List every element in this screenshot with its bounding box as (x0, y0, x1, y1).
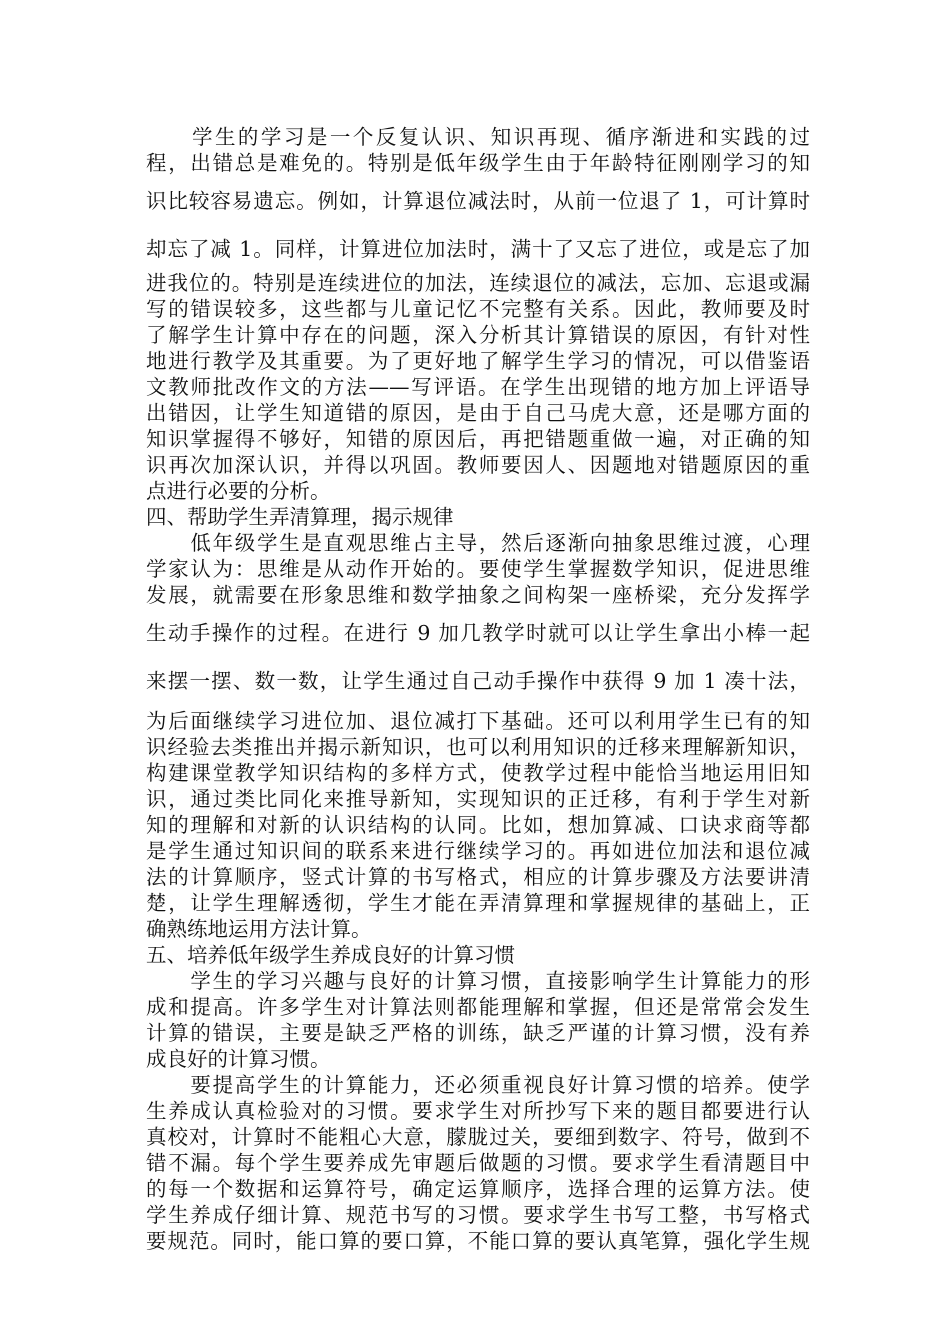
paragraph-line: 构建课堂教学知识结构的多样方式，使教学过程中能恰当地运用旧知 (146, 761, 810, 785)
paragraph-line: 成和提高。许多学生对计算法则都能理解和掌握，但还是常常会发生 (146, 995, 810, 1019)
paragraph-line: 要规范。同时，能口算的要口算，不能口算的要认真笔算，强化学生规 (146, 1229, 810, 1253)
paragraph-line: 识，通过类比同化来推导新知，实现知识的正迁移，有利于学生对新 (146, 787, 810, 811)
paragraph-line: 学家认为：思维是从动作开始的。要使学生掌握数学知识，促进思维 (146, 557, 810, 581)
paragraph-line: 知的理解和对新的认识结构的认同。比如，想加算减、口诀求商等都 (146, 813, 810, 837)
paragraph-line: 发展，就需要在形象思维和数学抽象之间构架一座桥梁，充分发挥学 (146, 583, 810, 607)
paragraph-line: 识比较容易遗忘。例如，计算退位减法时，从前一位退了 1，可计算时 (146, 189, 810, 213)
paragraph-line: 学生的学习是一个反复认识、知识再现、循序渐进和实践的过 (146, 125, 810, 149)
paragraph-line: 地进行教学及其重要。为了更好地了解学生学习的情况，可以借鉴语 (146, 349, 810, 373)
paragraph-line: 来摆一摆、数一数，让学生通过自己动手操作中获得 9 加 1 凑十法， (146, 669, 810, 693)
paragraph-line: 计算的错误，主要是缺乏严格的训练，缺乏严谨的计算习惯，没有养 (146, 1021, 810, 1045)
paragraph-line: 程，出错总是难免的。特别是低年级学生由于年龄特征刚刚学习的知 (146, 151, 810, 175)
section-heading: 五、培养低年级学生养成良好的计算习惯 (146, 943, 515, 967)
paragraph-line: 进我位的。特别是连续进位的加法，连续退位的减法，忘加、忘退或漏 (146, 271, 810, 295)
paragraph-line: 真校对，计算时不能粗心大意，朦胧过关，要细到数字、符号，做到不 (146, 1125, 810, 1149)
paragraph-line: 却忘了减 1。同样，计算进位加法时，满十了又忘了进位，或是忘了加 (146, 237, 810, 261)
paragraph-line: 学生的学习兴趣与良好的计算习惯，直接影响学生计算能力的形 (146, 969, 810, 993)
paragraph-line: 了解学生计算中存在的问题，深入分析其计算错误的原因，有针对性 (146, 323, 810, 347)
paragraph-line: 识经验去类推出并揭示新知识，也可以利用知识的迁移来理解新知识， (146, 735, 810, 759)
paragraph-line: 错不漏。每个学生要养成先审题后做题的习惯。要求学生看清题目中 (146, 1151, 810, 1175)
paragraph-line: 生养成认真检验对的习惯。要求学生对所抄写下来的题目都要进行认 (146, 1099, 810, 1123)
paragraph-line: 低年级学生是直观思维占主导，然后逐渐向抽象思维过渡，心理 (146, 531, 810, 555)
paragraph-line: 的每一个数据和运算符号，确定运算顺序，选择合理的运算方法。使 (146, 1177, 810, 1201)
paragraph-line: 法的计算顺序，竖式计算的书写格式，相应的计算步骤及方法要讲清 (146, 865, 810, 889)
paragraph-line: 为后面继续学习进位加、退位减打下基础。还可以利用学生已有的知 (146, 709, 810, 733)
paragraph-line: 要提高学生的计算能力，还必须重视良好计算习惯的培养。使学 (146, 1073, 810, 1097)
paragraph-line: 生动手操作的过程。在进行 9 加几教学时就可以让学生拿出小棒一起 (146, 621, 810, 645)
paragraph-line: 点进行必要的分析。 (146, 479, 331, 503)
paragraph-line: 文教师批改作文的方法——写评语。在学生出现错的地方加上评语导 (146, 375, 810, 399)
section-heading: 四、帮助学生弄清算理，揭示规律 (146, 505, 454, 529)
paragraph-line: 成良好的计算习惯。 (146, 1047, 331, 1071)
paragraph-line: 写的错误较多，这些都与儿童记忆不完整有关系。因此，教师要及时 (146, 297, 810, 321)
paragraph-line: 确熟练地运用方法计算。 (146, 917, 372, 941)
paragraph-line: 识再次加深认识，并得以巩固。教师要因人、因题地对错题原因的重 (146, 453, 810, 477)
paragraph-line: 学生养成仔细计算、规范书写的习惯。要求学生书写工整，书写格式 (146, 1203, 810, 1227)
paragraph-line: 出错因，让学生知道错的原因，是由于自己马虎大意，还是哪方面的 (146, 401, 810, 425)
paragraph-line: 知识掌握得不够好，知错的原因后，再把错题重做一遍，对正确的知 (146, 427, 810, 451)
paragraph-line: 是学生通过知识间的联系来进行继续学习的。再如进位加法和退位减 (146, 839, 810, 863)
paragraph-line: 楚，让学生理解透彻，学生才能在弄清算理和掌握规律的基础上，正 (146, 891, 810, 915)
